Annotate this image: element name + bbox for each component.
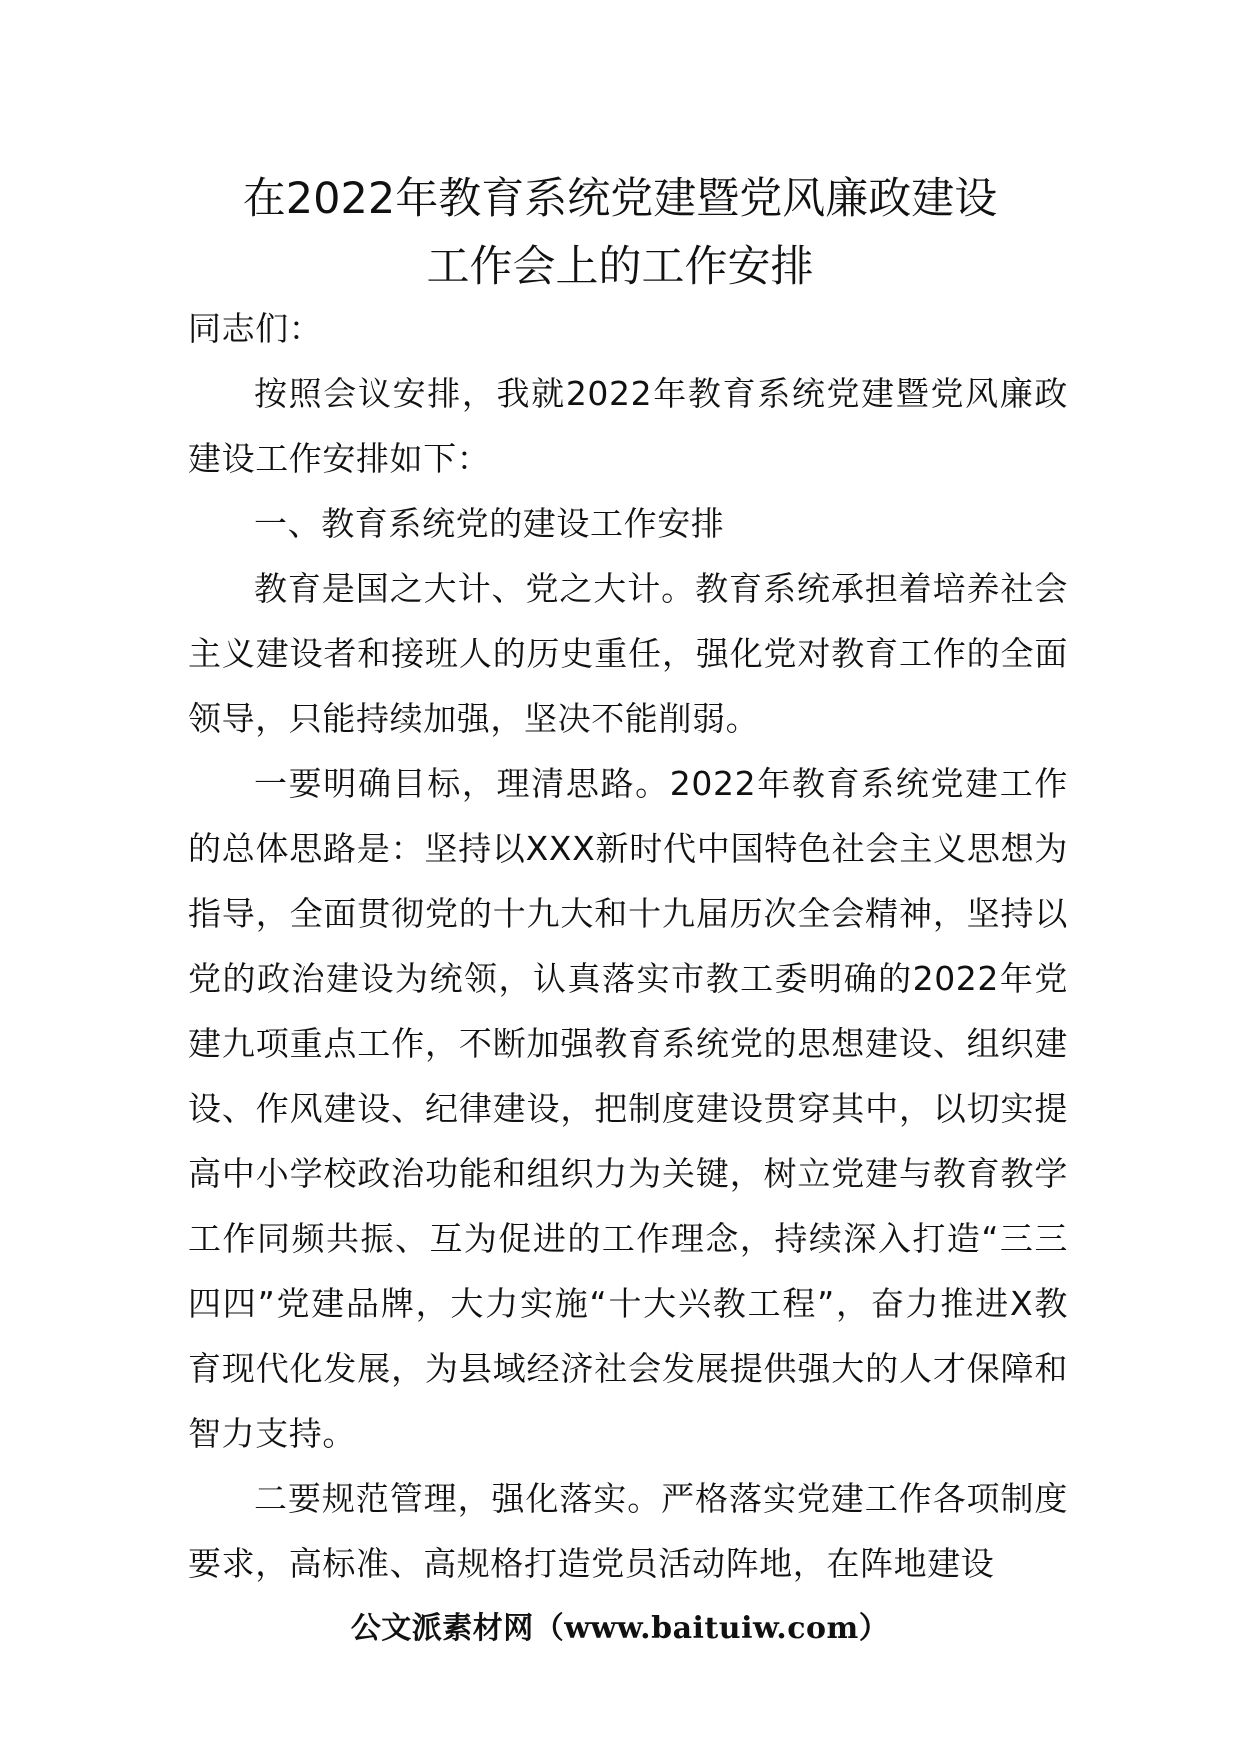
document-title-line-2: 工作会上的工作安排 (426, 242, 814, 292)
paragraph-goal-and-approach: 一要明确目标，理清思路。2022年教育系统党建工作的总体思路是：坚持以XXX新时代中国特色社会主义思想为指导，全面贯彻党的十九大和十九届历次全会精神，坚持以党的政治建设为统领，认真落实市教工委明确的2022年党建九项重点工作，不断加强教育系统党的思想建设、组织建设、作风建设、纪律建设，把制度建设贯穿其中，以切实提高中小学校政治功能和组织力为关键，树立党建与教育教学工作同频共振、互为促进的工作理念，持续深入打造“三三四四”党建品牌，大力实施“十大兴教工程”，奋力推进X教育现代化发展，为县域经济社会发展提供强大的人才保障和智力支持。 (188, 764, 1068, 1453)
paragraph-education-importance: 教育是国之大计、党之大计。教育系统承担着培养社会主义建设者和接班人的历史重任，强化党对教育工作的全面领导，只能持续加强，坚决不能削弱。 (188, 569, 1068, 738)
paragraph-management: 二要规范管理，强化落实。严格落实党建工作各项制度要求，高标准、高规格打造党员活动阵地，在阵地建设 (188, 1479, 1068, 1583)
document-body (188, 361, 1068, 1596)
footer-watermark: 公文派素材网（www.baituiw.com） (350, 1611, 890, 1646)
section-heading-1: 一、教育系统党的建设工作安排 (254, 504, 725, 543)
salutation: 同志们： (188, 309, 323, 348)
paragraph-intro: 按照会议安排，我就2022年教育系统党建暨党风廉政建设工作安排如下： (188, 374, 1068, 478)
document-title-line-1: 在2022年教育系统党建暨党风廉政建设 (242, 174, 998, 224)
